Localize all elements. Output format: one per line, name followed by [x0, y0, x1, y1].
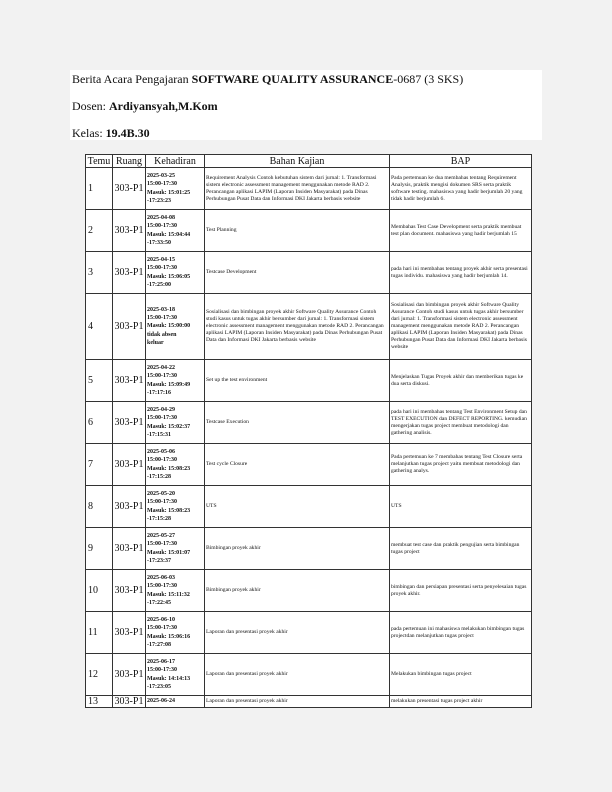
bap-cell: Membahas Test Case Development serta praktik membuat test plan document. mahasiswa yang hadir berjumlah 15 — [390, 210, 532, 252]
room-cell: 303-P1 — [113, 612, 146, 654]
bap-cell: melakukan presentasi tugas project akhir — [390, 696, 532, 708]
attendance-line: 15:00-17:30 — [147, 373, 177, 380]
attendance-cell — [146, 168, 205, 210]
attendance-line: Masuk: 15:02:37 — [147, 423, 191, 430]
course-title-line — [72, 72, 463, 87]
attendance-line: 2025-05-20 — [147, 491, 175, 498]
table-row — [86, 294, 532, 360]
attendance-line: -17:23:37 — [147, 557, 171, 564]
table-row — [86, 612, 532, 654]
attendance-line: Masuk: 14:14:13 — [147, 675, 191, 682]
table-row — [86, 210, 532, 252]
attendance-line: 2025-04-15 — [147, 257, 175, 264]
attendance-line: -17:25:00 — [147, 281, 171, 288]
attendance-line: 2025-06-24 — [147, 698, 175, 705]
attendance-line: -17:23:05 — [147, 683, 171, 690]
header-bahan-kajian: Bahan Kajian — [205, 155, 390, 168]
meeting-number: 1 — [86, 168, 113, 210]
attendance-cell — [146, 252, 205, 294]
bahan-kajian-cell: Testcase Development — [205, 252, 390, 294]
room-cell: 303-P1 — [113, 444, 146, 486]
meeting-number: 5 — [86, 360, 113, 402]
lecturer-label: Dosen: — [72, 99, 109, 113]
attendance-cell — [146, 570, 205, 612]
table-row — [86, 168, 532, 210]
table-row — [86, 654, 532, 696]
attendance-line: 15:00-17:30 — [147, 415, 177, 422]
attendance-line: Masuk: 15:04:44 — [147, 231, 191, 238]
attendance-line: -17:15:28 — [147, 515, 171, 522]
bahan-kajian-cell: Testcase Execution — [205, 402, 390, 444]
document-header — [70, 70, 542, 140]
attendance-table — [85, 154, 532, 708]
attendance-line: 15:00-17:30 — [147, 223, 177, 230]
meeting-number: 8 — [86, 486, 113, 528]
table-row — [86, 402, 532, 444]
bahan-kajian-cell: UTS — [205, 486, 390, 528]
attendance-line: Masuk: 15:06:05 — [147, 273, 191, 280]
attendance-line: Masuk: 15:00:00 — [147, 323, 191, 330]
attendance-line: 15:00-17:30 — [147, 315, 177, 322]
class-value: 19.4B.30 — [105, 126, 150, 140]
attendance-cell — [146, 402, 205, 444]
attendance-line: -17:22:45 — [147, 599, 171, 606]
meeting-number: 7 — [86, 444, 113, 486]
header-temu: Temu — [86, 155, 113, 168]
bap-cell: Menjelaskan Tugas Proyek akhir dan memberikan tugas ke dua serta diskusi. — [390, 360, 532, 402]
table-row — [86, 528, 532, 570]
attendance-cell — [146, 444, 205, 486]
attendance-line: 15:00-17:30 — [147, 667, 177, 674]
bap-cell: Sosialisasi dan bimbingan proyek akhir Software Quality Assurance Contoh studi kasus untuk tugas akhir bersumber dari jurnal: 1. Transformasi sistem electronic assessment management menggunakan metode RAD 2. Perancangan aplikasi LAPIM (Laporan Insiden Masyarakat) pada Dinas Perhubungan Pusat Data dan Informasi DKI Jakarta berbasis website — [390, 294, 532, 360]
bap-cell: UTS — [390, 486, 532, 528]
attendance-cell — [146, 486, 205, 528]
bap-cell: pada hari ini membahas tentang Test Environment Setup dan TEST EXECUTION dan DEFECT REPORTING. kemudian mengerjakan tugas project membuat metodologi dan gathering analisis. — [390, 402, 532, 444]
bap-cell: Pada pertemuan ke dua membahas tentang Requirement Analysis, praktik mengisi dokumen SRS serta praktik software testing. mahasiswa yang hadir berjumlah 20 yang tidak hadir berjumlah 6. — [390, 168, 532, 210]
attendance-line: Masuk: 15:08:23 — [147, 507, 191, 514]
table-row — [86, 252, 532, 294]
meeting-number: 10 — [86, 570, 113, 612]
bap-cell: Melakukan bimbingan tugas project — [390, 654, 532, 696]
lecturer-line — [72, 99, 218, 114]
attendance-line: 2025-05-27 — [147, 533, 175, 540]
bap-cell: Pada pertemuan ke 7 membahas tentang Test Closure serta melanjutkan tugas project yaitu membuat metodologi dan gathering analys. — [390, 444, 532, 486]
table-row — [86, 444, 532, 486]
room-cell: 303-P1 — [113, 252, 146, 294]
meeting-number: 9 — [86, 528, 113, 570]
room-cell: 303-P1 — [113, 294, 146, 360]
room-cell: 303-P1 — [113, 486, 146, 528]
meeting-number: 2 — [86, 210, 113, 252]
meeting-number: 12 — [86, 654, 113, 696]
bahan-kajian-cell: Sosialisasi dan bimbingan proyek akhir Software Quality Assurance Contoh studi kasus untuk tugas akhir bersumber dari jurnal: 1. Transformasi sistem electronic assessment management menggunakan metode RAD 2. Perancangan aplikasi LAPIM (Laporan Insiden Masyarakat) pada Dinas Perhubungan Pusat Data dan Informasi DKI Jakarta berbasis website — [205, 294, 390, 360]
table-row — [86, 360, 532, 402]
room-cell: 303-P1 — [113, 654, 146, 696]
attendance-line: -17:17:16 — [147, 389, 171, 396]
bahan-kajian-cell: Laporan dan presentasi proyek akhir — [205, 696, 390, 708]
course-prefix: Berita Acara Pengajaran — [72, 72, 192, 86]
attendance-line: 2025-03-18 — [147, 306, 175, 313]
attendance-line: Masuk: 15:11:32 — [147, 591, 190, 598]
attendance-line: 15:00-17:30 — [147, 181, 177, 188]
bap-cell: pada hari ini membahas tentang proyek akhir serta presentasi tugas individu. mahasiswa yang hadir berjumlah 14. — [390, 252, 532, 294]
header-ruang: Ruang — [113, 155, 146, 168]
attendance-line: -17:15:28 — [147, 473, 171, 480]
attendance-line: Masuk: 15:01:25 — [147, 189, 191, 196]
attendance-cell — [146, 210, 205, 252]
meeting-number: 11 — [86, 612, 113, 654]
bahan-kajian-cell: Requirement Analysis Contoh kebutuhan sistem dari jurnal: 1. Transformasi sistem electronic assessment management menggunakan metode RAD 2. Perancangan aplikasi LAPIM (Laporan Insiden Masyarakat) pada Dinas Perhubungan Pusat Data dan Informasi DKI Jakarta berbasis website — [205, 168, 390, 210]
room-cell: 303-P1 — [113, 360, 146, 402]
bahan-kajian-cell: Laporan dan presentasi proyek akhir — [205, 654, 390, 696]
bahan-kajian-cell: Test Planning — [205, 210, 390, 252]
attendance-line: 2025-04-22 — [147, 365, 175, 372]
attendance-line: -17:15:31 — [147, 431, 171, 438]
attendance-cell — [146, 696, 205, 708]
attendance-line: keluar — [147, 339, 164, 346]
attendance-line: Masuk: 15:06:16 — [147, 633, 191, 640]
attendance-line: 2025-06-10 — [147, 617, 175, 624]
attendance-line: 15:00-17:30 — [147, 541, 177, 548]
attendance-cell — [146, 528, 205, 570]
attendance-line: Masuk: 15:09:49 — [147, 381, 191, 388]
room-cell: 303-P1 — [113, 570, 146, 612]
room-cell: 303-P1 — [113, 402, 146, 444]
meeting-number: 3 — [86, 252, 113, 294]
attendance-line: -17:33:50 — [147, 239, 171, 246]
attendance-cell — [146, 654, 205, 696]
meeting-number: 6 — [86, 402, 113, 444]
room-cell: 303-P1 — [113, 210, 146, 252]
bap-cell: membuat test case dan praktik pengujian serta bimbingan tugas project — [390, 528, 532, 570]
attendance-line: 15:00-17:30 — [147, 625, 177, 632]
bahan-kajian-cell: Laporan dan presentasi proyek akhir — [205, 612, 390, 654]
header-bap: BAP — [390, 155, 532, 168]
lecturer-name: Ardiyansyah,M.Kom — [109, 99, 218, 113]
table-header-row — [86, 155, 532, 168]
attendance-line: 2025-06-17 — [147, 659, 175, 666]
bap-cell: pada pertemuan ini mahasiswa melakukan bimbingan tugas projectdan melanjutkan tugas project — [390, 612, 532, 654]
header-kehadiran: Kehadiran — [146, 155, 205, 168]
attendance-cell — [146, 360, 205, 402]
table-row — [86, 486, 532, 528]
attendance-line: -17:27:08 — [147, 641, 171, 648]
attendance-line: 2025-03-25 — [147, 173, 175, 180]
course-suffix: -0687 (3 SKS) — [393, 72, 464, 86]
attendance-line: 2025-06-03 — [147, 575, 175, 582]
attendance-cell — [146, 612, 205, 654]
class-label: Kelas: — [72, 126, 106, 140]
room-cell: 303-P1 — [113, 528, 146, 570]
room-cell: 303-P1 — [113, 168, 146, 210]
attendance-line: 15:00-17:30 — [147, 583, 177, 590]
bahan-kajian-cell: Test cycle Closure — [205, 444, 390, 486]
attendance-line: 15:00-17:30 — [147, 457, 177, 464]
bap-cell: bimbingan dan persiapan presentasi serta penyelesaian tugas proyek akhir. — [390, 570, 532, 612]
meeting-number: 13 — [86, 696, 113, 708]
table-row — [86, 696, 532, 708]
attendance-cell — [146, 294, 205, 360]
attendance-line: Masuk: 15:01:07 — [147, 549, 191, 556]
bahan-kajian-cell: Set up the test environment — [205, 360, 390, 402]
bahan-kajian-cell: Bimbingan proyek akhir — [205, 528, 390, 570]
room-cell: 303-P1 — [113, 696, 146, 708]
attendance-line: tidak absen — [147, 331, 177, 338]
meeting-number: 4 — [86, 294, 113, 360]
course-name: SOFTWARE QUALITY ASSURANCE — [191, 72, 394, 86]
attendance-line: 2025-04-08 — [147, 215, 175, 222]
table-row — [86, 570, 532, 612]
attendance-line: 2025-05-06 — [147, 449, 175, 456]
attendance-line: Masuk: 15:08:23 — [147, 465, 191, 472]
attendance-line: 15:00-17:30 — [147, 499, 177, 506]
attendance-line: 15:00-17:30 — [147, 265, 177, 272]
bahan-kajian-cell: Bimbingan proyek akhir — [205, 570, 390, 612]
attendance-line: -17:23:23 — [147, 197, 171, 204]
class-line — [72, 126, 150, 141]
attendance-line: 2025-04-29 — [147, 407, 175, 414]
